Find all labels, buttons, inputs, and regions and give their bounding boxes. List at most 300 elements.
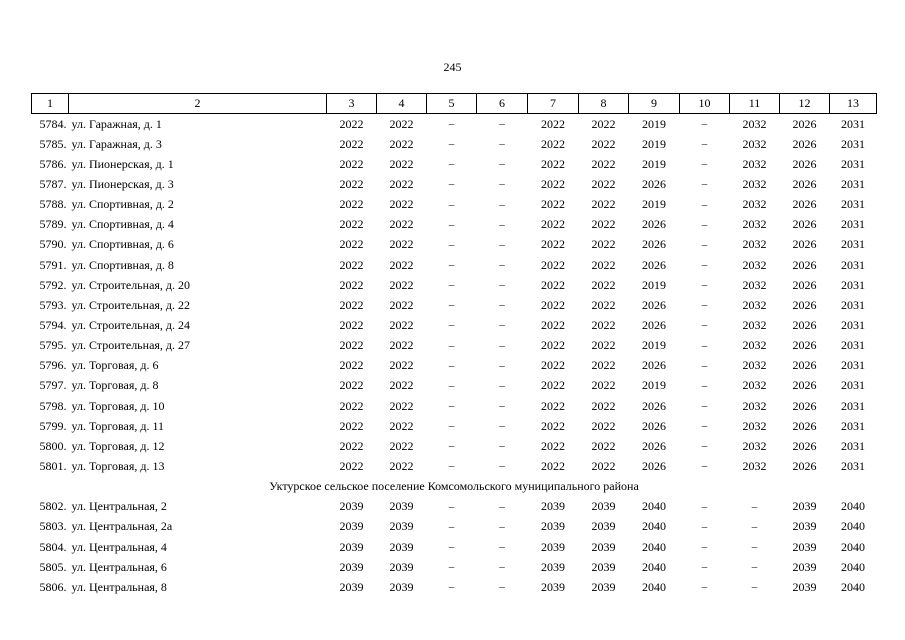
value-cell: 2032 (742, 197, 767, 212)
value-cell: – (499, 561, 505, 574)
value-cell: 2031 (841, 257, 865, 272)
value-cell: 2039 (389, 499, 414, 514)
value-cell: 2032 (742, 398, 767, 413)
value-cell: 2039 (339, 559, 364, 574)
value-cell: – (499, 279, 505, 292)
value-cell: 2040 (841, 579, 865, 594)
value-cell: – (701, 279, 708, 292)
value-cell: 2022 (389, 438, 414, 453)
value-cell: 2031 (841, 378, 865, 393)
table-row (32, 195, 877, 215)
address-cell: ул. Торговая, д. 10 (71, 398, 165, 413)
value-cell: – (701, 299, 708, 312)
column-header: 11 (730, 94, 780, 114)
value-cell: 2022 (541, 358, 565, 373)
value-cell: 2019 (642, 338, 666, 353)
column-header: 6 (477, 94, 528, 114)
value-cell: 2022 (591, 338, 616, 353)
value-cell: – (448, 198, 455, 211)
value-cell: 2026 (792, 257, 817, 272)
value-cell: 2039 (591, 519, 616, 534)
table-row (32, 456, 877, 476)
table-row (32, 174, 877, 194)
value-cell: 2022 (389, 237, 414, 252)
row-number: 5792. (39, 277, 67, 292)
value-cell: 2031 (841, 297, 865, 312)
value-cell: 2032 (742, 257, 767, 272)
value-cell: – (448, 581, 455, 594)
value-cell: 2022 (591, 237, 616, 252)
value-cell: 2022 (591, 418, 616, 433)
value-cell: 2026 (792, 378, 817, 393)
value-cell: – (448, 500, 455, 513)
value-cell: 2022 (389, 277, 414, 292)
value-cell: 2032 (742, 317, 767, 332)
value-cell: – (751, 541, 758, 554)
value-cell: 2039 (792, 539, 817, 554)
value-cell: 2026 (792, 176, 817, 191)
value-cell: 2026 (792, 136, 817, 151)
table-row (32, 255, 877, 275)
value-cell: 2022 (339, 116, 364, 131)
row-number: 5798. (39, 398, 67, 413)
value-cell: – (448, 178, 455, 191)
value-cell: – (701, 541, 708, 554)
value-cell: 2022 (541, 197, 565, 212)
value-cell: 2039 (792, 519, 817, 534)
value-cell: 2026 (792, 418, 817, 433)
address-cell: ул. Строительная, д. 24 (71, 317, 191, 332)
address-cell: ул. Торговая, д. 12 (71, 438, 165, 453)
address-cell: ул. Строительная, д. 22 (71, 297, 191, 312)
value-cell: 2022 (591, 277, 616, 292)
value-cell: 2031 (841, 116, 865, 131)
value-cell: – (448, 440, 455, 453)
row-number: 5790. (39, 237, 67, 252)
column-header: 1 (32, 94, 69, 114)
value-cell: 2022 (339, 358, 364, 373)
value-cell: 2022 (591, 317, 616, 332)
value-cell: 2022 (389, 197, 414, 212)
value-cell: – (499, 339, 505, 352)
value-cell: – (499, 359, 505, 372)
table-row (32, 436, 877, 456)
value-cell: 2032 (742, 277, 767, 292)
value-cell: 2040 (642, 579, 666, 594)
value-cell: 2022 (389, 398, 414, 413)
value-cell: 2022 (591, 378, 616, 393)
table-row (32, 315, 877, 335)
value-cell: 2022 (389, 116, 414, 131)
value-cell: 2026 (642, 438, 666, 453)
value-cell: 2022 (389, 458, 414, 473)
value-cell: 2026 (642, 237, 666, 252)
value-cell: – (499, 581, 505, 594)
value-cell: 2026 (792, 317, 817, 332)
value-cell: 2022 (591, 156, 616, 171)
value-cell: 2026 (642, 317, 666, 332)
value-cell: 2026 (642, 257, 666, 272)
address-cell: ул. Торговая, д. 6 (71, 358, 159, 373)
value-cell: – (448, 259, 455, 272)
value-cell: 2031 (841, 317, 865, 332)
value-cell: 2039 (389, 559, 414, 574)
value-cell: 2022 (541, 116, 565, 131)
value-cell: – (701, 581, 708, 594)
value-cell: 2039 (591, 579, 616, 594)
value-cell: 2022 (389, 176, 414, 191)
value-cell: – (701, 561, 708, 574)
value-cell: 2031 (841, 136, 865, 151)
section-heading: Уктурское сельское поселение Комсомольского муниципального района (269, 479, 639, 494)
address-cell: ул. Центральная, 2а (71, 519, 173, 534)
value-cell: 2032 (742, 458, 767, 473)
value-cell: 2026 (792, 197, 817, 212)
address-cell: ул. Гаражная, д. 1 (71, 116, 162, 131)
value-cell: 2039 (792, 499, 817, 514)
address-cell: ул. Центральная, 2 (71, 499, 167, 514)
value-cell: 2022 (339, 297, 364, 312)
table-row (32, 537, 877, 557)
value-cell: – (499, 379, 505, 392)
value-cell: – (499, 319, 505, 332)
column-header: 12 (780, 94, 830, 114)
value-cell: 2022 (541, 338, 565, 353)
value-cell: 2022 (339, 458, 364, 473)
value-cell: 2039 (541, 499, 565, 514)
value-cell: 2022 (591, 358, 616, 373)
value-cell: 2026 (792, 156, 817, 171)
value-cell: 2022 (389, 156, 414, 171)
value-cell: 2022 (339, 257, 364, 272)
address-cell: ул. Гаражная, д. 3 (71, 136, 162, 151)
value-cell: 2022 (389, 136, 414, 151)
address-cell: ул. Строительная, д. 27 (71, 338, 191, 353)
row-number: 5802. (39, 499, 67, 514)
table-row (32, 114, 877, 135)
value-cell: 2039 (792, 559, 817, 574)
row-number: 5793. (39, 297, 67, 312)
value-cell: – (701, 218, 708, 231)
value-cell: – (701, 400, 708, 413)
value-cell: 2040 (642, 499, 666, 514)
value-cell: 2026 (642, 297, 666, 312)
value-cell: 2039 (591, 539, 616, 554)
value-cell: 2032 (742, 176, 767, 191)
table-row (32, 215, 877, 235)
value-cell: 2039 (339, 499, 364, 514)
column-header: 5 (427, 94, 477, 114)
value-cell: – (701, 178, 708, 191)
schedule-table (31, 93, 877, 597)
value-cell: 2022 (541, 136, 565, 151)
value-cell: 2032 (742, 378, 767, 393)
value-cell: 2031 (841, 277, 865, 292)
value-cell: – (448, 319, 455, 332)
value-cell: 2022 (339, 156, 364, 171)
value-cell: – (448, 118, 455, 131)
table-body (32, 114, 877, 598)
column-header: 7 (528, 94, 579, 114)
value-cell: 2019 (642, 378, 666, 393)
value-cell: – (751, 561, 758, 574)
value-cell: – (499, 299, 505, 312)
value-cell: – (701, 118, 708, 131)
value-cell: – (448, 400, 455, 413)
row-number: 5786. (39, 156, 67, 171)
value-cell: 2022 (541, 277, 565, 292)
column-header: 10 (680, 94, 730, 114)
value-cell: 2031 (841, 217, 865, 232)
value-cell: 2031 (841, 338, 865, 353)
value-cell: 2026 (642, 418, 666, 433)
value-cell: 2022 (591, 438, 616, 453)
value-cell: 2022 (591, 116, 616, 131)
value-cell: – (448, 561, 455, 574)
value-cell: 2039 (389, 539, 414, 554)
row-number: 5788. (39, 197, 67, 212)
value-cell: – (701, 138, 708, 151)
value-cell: 2039 (541, 579, 565, 594)
value-cell: – (701, 198, 708, 211)
row-number: 5803. (39, 519, 67, 534)
address-cell: ул. Центральная, 8 (71, 579, 167, 594)
table-row (32, 416, 877, 436)
value-cell: 2031 (841, 418, 865, 433)
table-row (32, 275, 877, 295)
value-cell: – (701, 500, 708, 513)
column-header: 8 (579, 94, 629, 114)
value-cell: 2026 (792, 217, 817, 232)
value-cell: 2022 (389, 338, 414, 353)
column-header: 9 (629, 94, 680, 114)
value-cell: 2019 (642, 136, 666, 151)
value-cell: 2022 (389, 418, 414, 433)
section-row (32, 477, 877, 497)
address-cell: ул. Спортивная, д. 6 (71, 237, 174, 252)
value-cell: 2022 (541, 156, 565, 171)
address-cell: ул. Спортивная, д. 4 (71, 217, 174, 232)
value-cell: 2026 (642, 217, 666, 232)
value-cell: 2026 (792, 116, 817, 131)
value-cell: – (701, 319, 708, 332)
value-cell: 2026 (792, 338, 817, 353)
value-cell: 2032 (742, 116, 767, 131)
value-cell: 2040 (841, 559, 865, 574)
table-row (32, 376, 877, 396)
value-cell: 2022 (591, 197, 616, 212)
value-cell: – (499, 198, 505, 211)
value-cell: – (448, 359, 455, 372)
table-row (32, 356, 877, 376)
value-cell: 2022 (591, 257, 616, 272)
value-cell: 2022 (591, 398, 616, 413)
value-cell: 2022 (339, 217, 364, 232)
value-cell: 2022 (591, 458, 616, 473)
value-cell: 2039 (339, 539, 364, 554)
value-cell: 2022 (389, 257, 414, 272)
value-cell: 2022 (339, 277, 364, 292)
address-cell: ул. Спортивная, д. 2 (71, 197, 174, 212)
value-cell: 2039 (541, 559, 565, 574)
value-cell: – (701, 520, 708, 533)
value-cell: – (701, 259, 708, 272)
value-cell: 2019 (642, 197, 666, 212)
value-cell: – (448, 279, 455, 292)
table-row (32, 134, 877, 154)
value-cell: 2039 (389, 579, 414, 594)
value-cell: – (448, 218, 455, 231)
value-cell: 2040 (642, 539, 666, 554)
value-cell: 2022 (389, 358, 414, 373)
value-cell: 2022 (339, 176, 364, 191)
table-row (32, 154, 877, 174)
value-cell: 2026 (792, 237, 817, 252)
address-cell: ул. Спортивная, д. 8 (71, 257, 174, 272)
address-cell: ул. Центральная, 4 (71, 539, 167, 554)
value-cell: 2019 (642, 277, 666, 292)
value-cell: 2022 (389, 378, 414, 393)
address-cell: ул. Строительная, д. 20 (71, 277, 191, 292)
value-cell: 2022 (339, 378, 364, 393)
value-cell: 2032 (742, 136, 767, 151)
row-number: 5795. (39, 338, 67, 353)
table-row (32, 557, 877, 577)
value-cell: 2022 (591, 136, 616, 151)
value-cell: – (448, 520, 455, 533)
value-cell: – (751, 581, 758, 594)
value-cell: – (701, 158, 708, 171)
row-number: 5796. (39, 358, 67, 373)
value-cell: 2026 (792, 458, 817, 473)
value-cell: 2022 (339, 197, 364, 212)
column-header: 3 (327, 94, 377, 114)
value-cell: – (499, 520, 505, 533)
value-cell: 2031 (841, 197, 865, 212)
value-cell: 2022 (339, 438, 364, 453)
address-cell: ул. Центральная, 6 (71, 559, 167, 574)
value-cell: 2022 (541, 458, 565, 473)
table-row (32, 336, 877, 356)
value-cell: 2026 (642, 398, 666, 413)
row-number: 5805. (39, 559, 67, 574)
value-cell: 2032 (742, 438, 767, 453)
row-number: 5800. (39, 438, 67, 453)
column-header: 2 (69, 94, 327, 114)
value-cell: 2026 (642, 358, 666, 373)
value-cell: – (701, 460, 708, 473)
value-cell: 2040 (841, 499, 865, 514)
value-cell: 2031 (841, 237, 865, 252)
value-cell: 2022 (541, 398, 565, 413)
value-cell: – (448, 299, 455, 312)
value-cell: 2031 (841, 176, 865, 191)
value-cell: – (499, 460, 505, 473)
row-number: 5801. (39, 458, 67, 473)
table-row (32, 577, 877, 597)
value-cell: – (701, 440, 708, 453)
value-cell: 2022 (389, 217, 414, 232)
value-cell: 2039 (339, 519, 364, 534)
value-cell: 2026 (792, 398, 817, 413)
value-cell: 2022 (339, 136, 364, 151)
value-cell: – (448, 541, 455, 554)
value-cell: – (499, 500, 505, 513)
value-cell: 2026 (642, 458, 666, 473)
value-cell: 2022 (339, 237, 364, 252)
value-cell: – (701, 359, 708, 372)
value-cell: 2039 (541, 539, 565, 554)
value-cell: 2022 (339, 398, 364, 413)
value-cell: – (448, 339, 455, 352)
value-cell: 2040 (841, 539, 865, 554)
value-cell: – (499, 440, 505, 453)
value-cell: 2039 (389, 519, 414, 534)
table-row (32, 517, 877, 537)
value-cell: 2022 (339, 418, 364, 433)
value-cell: 2040 (642, 519, 666, 534)
value-cell: 2039 (541, 519, 565, 534)
value-cell: 2026 (792, 438, 817, 453)
value-cell: 2022 (541, 237, 565, 252)
value-cell: 2031 (841, 156, 865, 171)
row-number: 5794. (39, 317, 67, 332)
address-cell: ул. Торговая, д. 13 (71, 458, 165, 473)
value-cell: 2032 (742, 358, 767, 373)
value-cell: 2022 (541, 257, 565, 272)
value-cell: 2022 (389, 297, 414, 312)
table-row (32, 497, 877, 517)
value-cell: – (499, 138, 505, 151)
address-cell: ул. Пионерская, д. 1 (71, 156, 174, 171)
row-number: 5784. (39, 116, 67, 131)
row-number: 5791. (39, 257, 67, 272)
column-header: 4 (377, 94, 427, 114)
value-cell: – (448, 158, 455, 171)
value-cell: 2032 (742, 297, 767, 312)
value-cell: – (448, 238, 455, 251)
value-cell: 2022 (541, 217, 565, 232)
value-cell: 2032 (742, 338, 767, 353)
value-cell: 2022 (541, 438, 565, 453)
value-cell: 2022 (339, 338, 364, 353)
value-cell: – (448, 460, 455, 473)
address-cell: ул. Торговая, д. 11 (71, 418, 165, 433)
row-number: 5789. (39, 217, 67, 232)
value-cell: 2022 (591, 217, 616, 232)
value-cell: 2026 (792, 277, 817, 292)
value-cell: 2022 (591, 176, 616, 191)
value-cell: 2031 (841, 458, 865, 473)
table-row (32, 396, 877, 416)
value-cell: – (448, 420, 455, 433)
value-cell: 2031 (841, 398, 865, 413)
value-cell: 2039 (591, 499, 616, 514)
value-cell: 2019 (642, 156, 666, 171)
value-cell: – (751, 520, 758, 533)
value-cell: 2039 (792, 579, 817, 594)
page-number: 245 (443, 60, 462, 74)
value-cell: 2022 (541, 176, 565, 191)
table-row (32, 235, 877, 255)
value-cell: 2032 (742, 237, 767, 252)
header-row (32, 94, 877, 114)
value-cell: – (499, 158, 505, 171)
value-cell: 2022 (389, 317, 414, 332)
value-cell: – (448, 379, 455, 392)
value-cell: 2039 (591, 559, 616, 574)
address-cell: ул. Пионерская, д. 3 (71, 176, 174, 191)
